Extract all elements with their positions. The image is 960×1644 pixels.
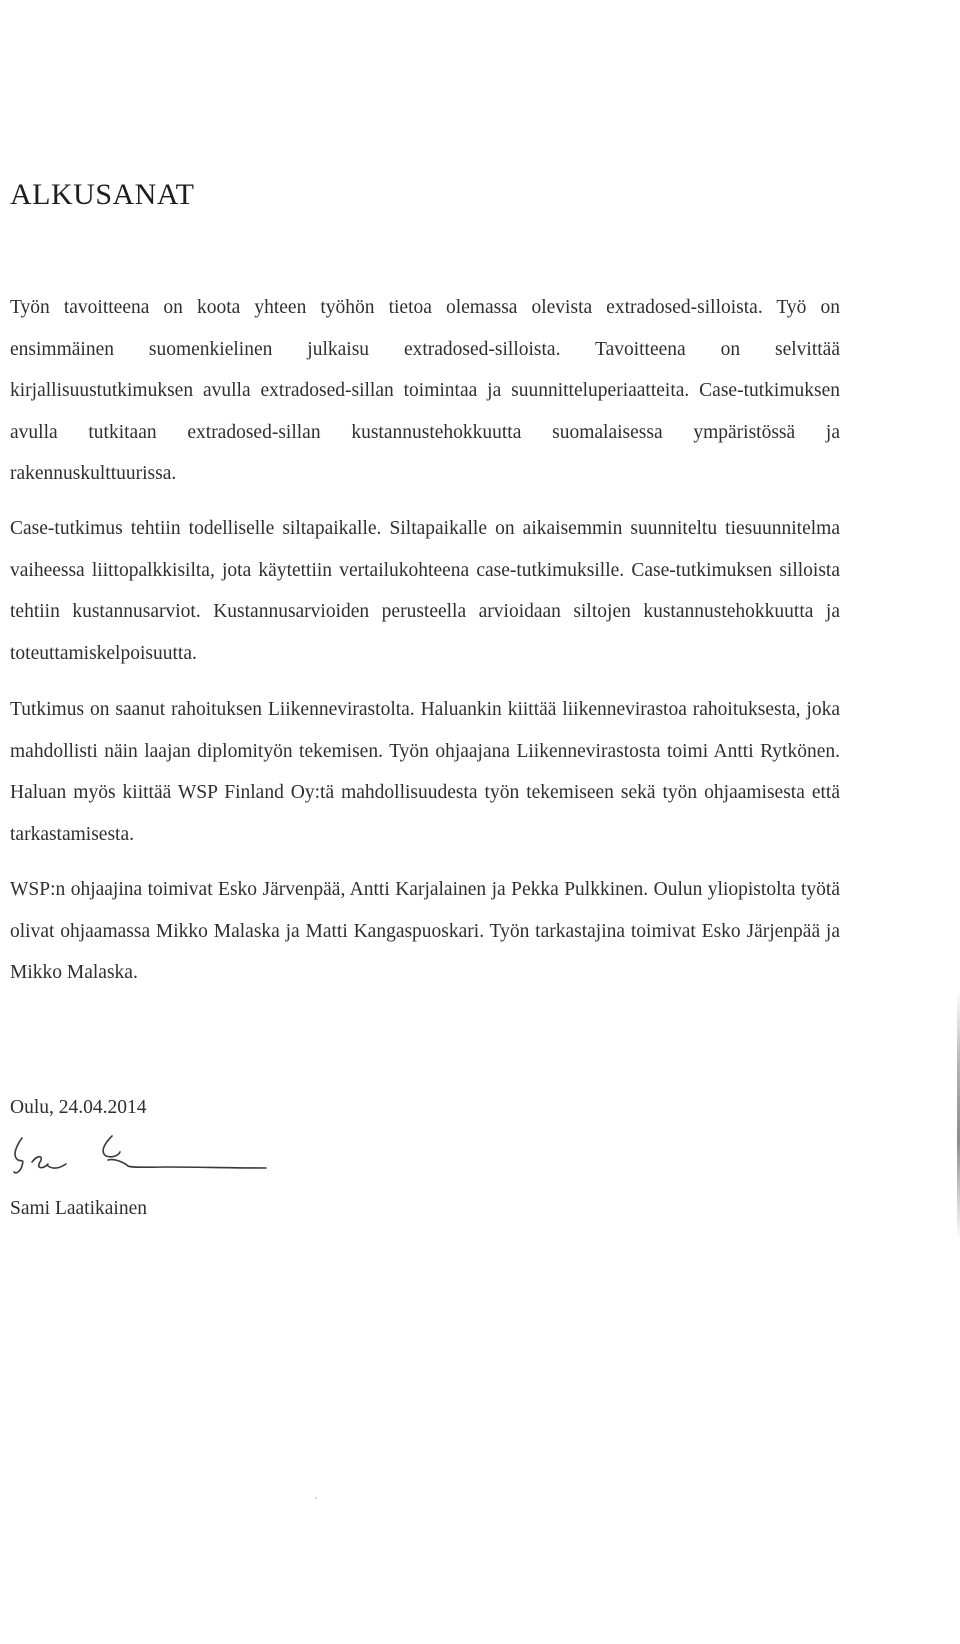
scan-speck: [315, 1497, 317, 1499]
signer-name: Sami Laatikainen: [10, 1198, 147, 1219]
paragraph-case-study: Case-tutkimus tehtiin todelliselle siltapaikalle. Siltapaikalle on aikaisemmin suunniteltu tiesuunnitelma vaiheessa liittopalkkisilta, jota käytettiin vertailukohteena case-tutkimuksille. Case-tutkimuksen silloista tehtiin kustannusarviot. Kustannusarvioiden perusteella arvioidaan siltojen kustannustehokkuutta ja toteuttamiskelpoisuutta.: [10, 518, 840, 664]
handwritten-signature: [8, 1130, 270, 1190]
page-title: ALKUSANAT: [10, 178, 195, 211]
paragraph-goals: Työn tavoitteena on koota yhteen työhön tietoa olemassa olevista extradosed-silloista. Työ on ensimmäinen suomenkielinen julkaisu extradosed-silloista. Tavoitteena on selvittää kirjallisuustutkimuksen avulla extradosed-sillan toimintaa ja suunnitteluperiaatteita. Case-tutkimuksen avulla tutkitaan extradosed-sillan kustannustehokkuutta suomalaisessa ympäristössä ja rakennuskulttuurissa.: [10, 297, 840, 484]
paragraph-supervisors: WSP:n ohjaajina toimivat Esko Järvenpää, Antti Karjalainen ja Pekka Pulkkinen. Oulun yliopistolta työtä olivat ohjaamassa Mikko Malaska ja Matti Kangaspuoskari. Työn tarkastajina toimivat Esko Järjenpää ja Mikko Malaska.: [10, 879, 840, 983]
paragraph-funding: Tutkimus on saanut rahoituksen Liikennevirastolta. Haluankin kiittää liikennevirastoa rahoituksesta, joka mahdollisti näin laajan diplomityön tekemisen. Työn ohjaajana Liikennevirastosta toimi Antti Rytkönen. Haluan myös kiittää WSP Finland Oy:tä mahdollisuudesta työn tekemiseen sekä työn ohjaamisesta että tarkastamisesta.: [10, 699, 840, 845]
place-date: Oulu, 24.04.2014: [10, 1097, 147, 1118]
